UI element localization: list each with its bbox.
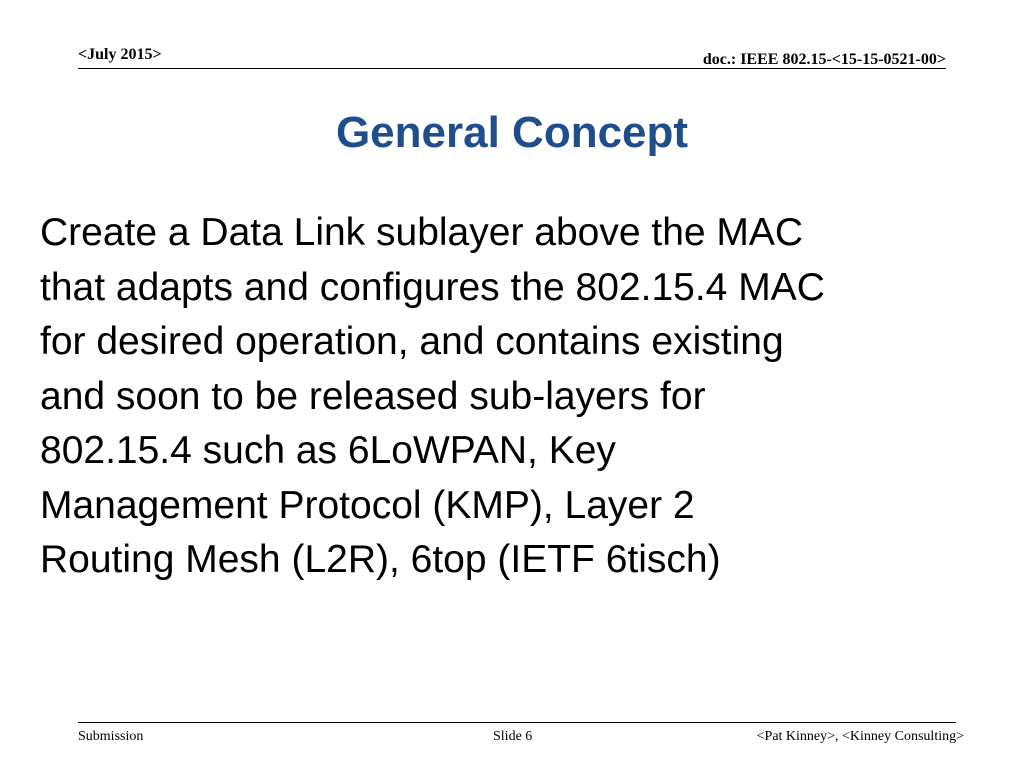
body-line: for desired operation, and contains existing — [40, 320, 784, 363]
slide-title: General Concept — [335, 108, 689, 157]
slide-body — [40, 206, 990, 588]
header-doc-id: doc.: IEEE 802.15-<15-15-0521-00> — [702, 51, 946, 68]
body-line: Management Protocol (KMP), Layer 2 — [40, 483, 695, 527]
header-date: <July 2015> — [78, 46, 162, 63]
body-line: and soon to be released sub-layers for — [40, 374, 706, 418]
body-line: Create a Data Link sublayer above the MAC — [40, 211, 804, 254]
header-divider — [78, 68, 946, 69]
footer-slide-number: Slide 6 — [493, 729, 533, 744]
footer-divider — [78, 722, 956, 723]
footer-submission: Submission — [78, 729, 144, 744]
body-line: 802.15.4 such as 6LoWPAN, Key — [40, 429, 616, 472]
body-line: Routing Mesh (L2R), 6top (IETF 6tisch) — [40, 538, 721, 581]
body-line: that adapts and configures the 802.15.4 MAC — [40, 265, 825, 309]
footer-author: <Pat Kinney>, <Kinney Consulting> — [756, 729, 964, 744]
